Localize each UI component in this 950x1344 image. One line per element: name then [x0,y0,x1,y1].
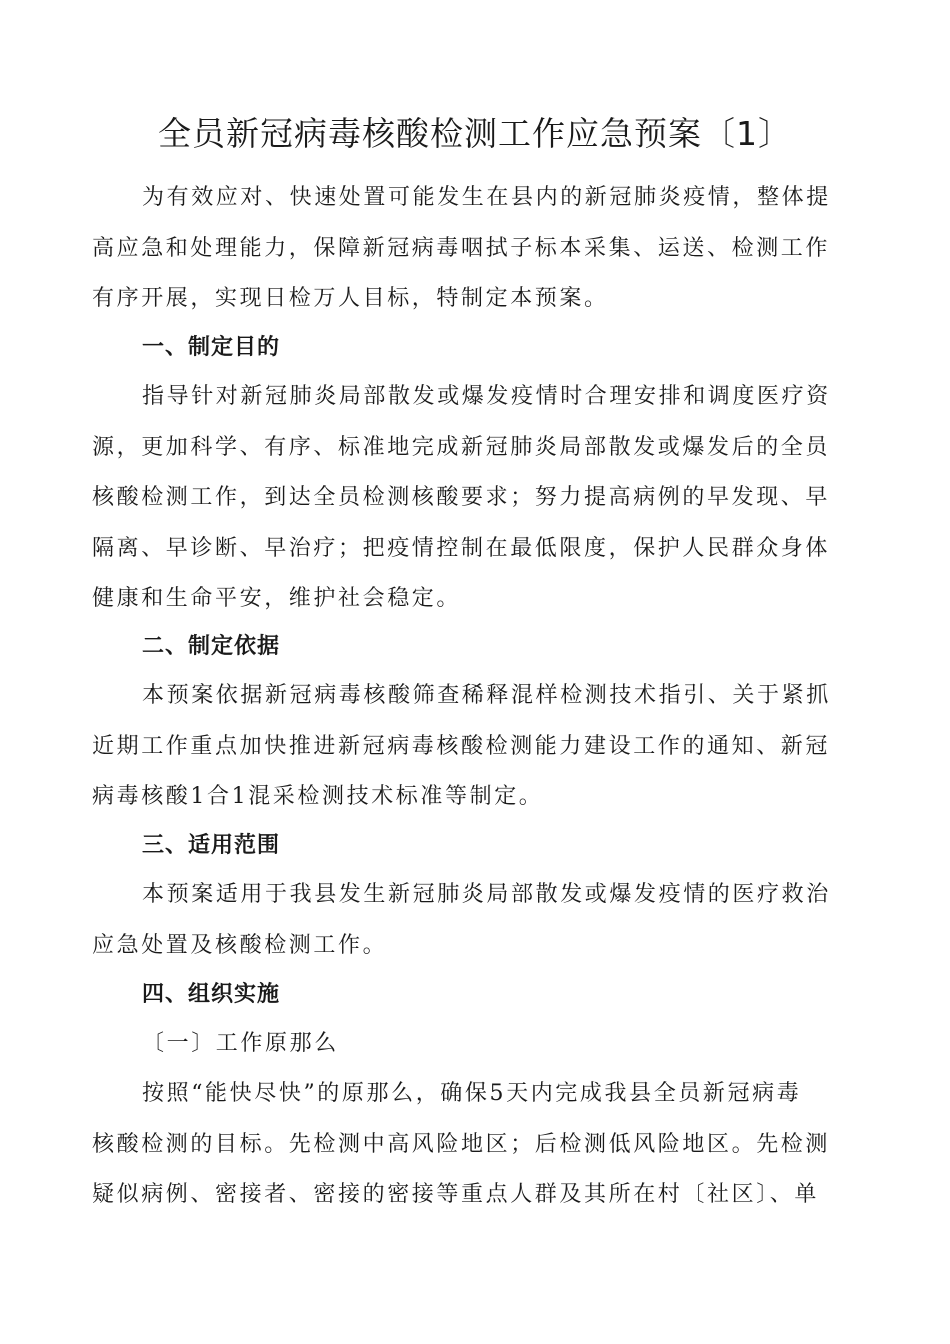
section-heading-purpose: 一、制定目的 [142,335,281,360]
paragraph-line: 核酸检测工作，到达全员检测核酸要求；努力提高病例的早发现、早 [92,485,831,510]
paragraph-line: 有序开展，实现日检万人目标，特制定本预案。 [92,286,609,311]
paragraph-line: 应急处置及核酸检测工作。 [92,932,388,958]
section-paragraph-implementation [92,1069,862,1221]
paragraph-line: 源，更加科学、有序、标准地完成新冠肺炎局部散发或爆发后的全员 [92,434,831,460]
paragraph-line: 高应急和处理能力，保障新冠病毒咽拭子标本采集、运送、检测工作 [92,235,831,261]
paragraph-line: 核酸检测的目标。先检测中高风险地区；后检测低风险地区。先检测 [92,1131,831,1157]
paragraph-line: 本预案依据新冠病毒核酸筛查稀释混样检测技术指引、关于紧抓 [142,683,831,708]
section-heading-scope: 三、适用范围 [142,833,281,858]
section-paragraph-basis [92,671,862,823]
paragraph-line: 健康和生命平安，维护社会稳定。 [92,586,462,611]
section-paragraph-scope [92,870,862,971]
paragraph-line: 本预案适用于我县发生新冠肺炎局部散发或爆发疫情的医疗救治 [142,882,831,907]
document-title: 全员新冠病毒核酸检测工作应急预案〔1〕 [158,114,792,153]
paragraph-line: 隔离、早诊断、早治疗；把疫情控制在最低限度，保护人民群众身体 [92,535,831,561]
section-heading-basis: 二、制定依据 [142,634,281,659]
section-paragraph-purpose [92,372,862,625]
paragraph-line: 指导针对新冠肺炎局部散发或爆发疫情时合理安排和调度医疗资 [142,384,831,409]
paragraph-line: 按照“能快尽快”的原那么，确保5天内完成我县全员新冠病毒 [142,1081,802,1106]
subsection-heading-principle: 〔一〕工作原那么 [142,1031,339,1056]
paragraph-line: 近期工作重点加快推进新冠病毒核酸检测能力建设工作的通知、新冠 [92,733,831,759]
intro-paragraph [92,173,862,325]
paragraph-line: 病毒核酸1合1混采检测技术标准等制定。 [92,784,544,809]
paragraph-line: 疑似病例、密接者、密接的密接等重点人群及其所在村〔社区〕、单 [92,1182,820,1207]
section-heading-implementation: 四、组织实施 [142,982,281,1007]
paragraph-line: 为有效应对、快速处置可能发生在县内的新冠肺炎疫情，整体提 [142,185,831,210]
